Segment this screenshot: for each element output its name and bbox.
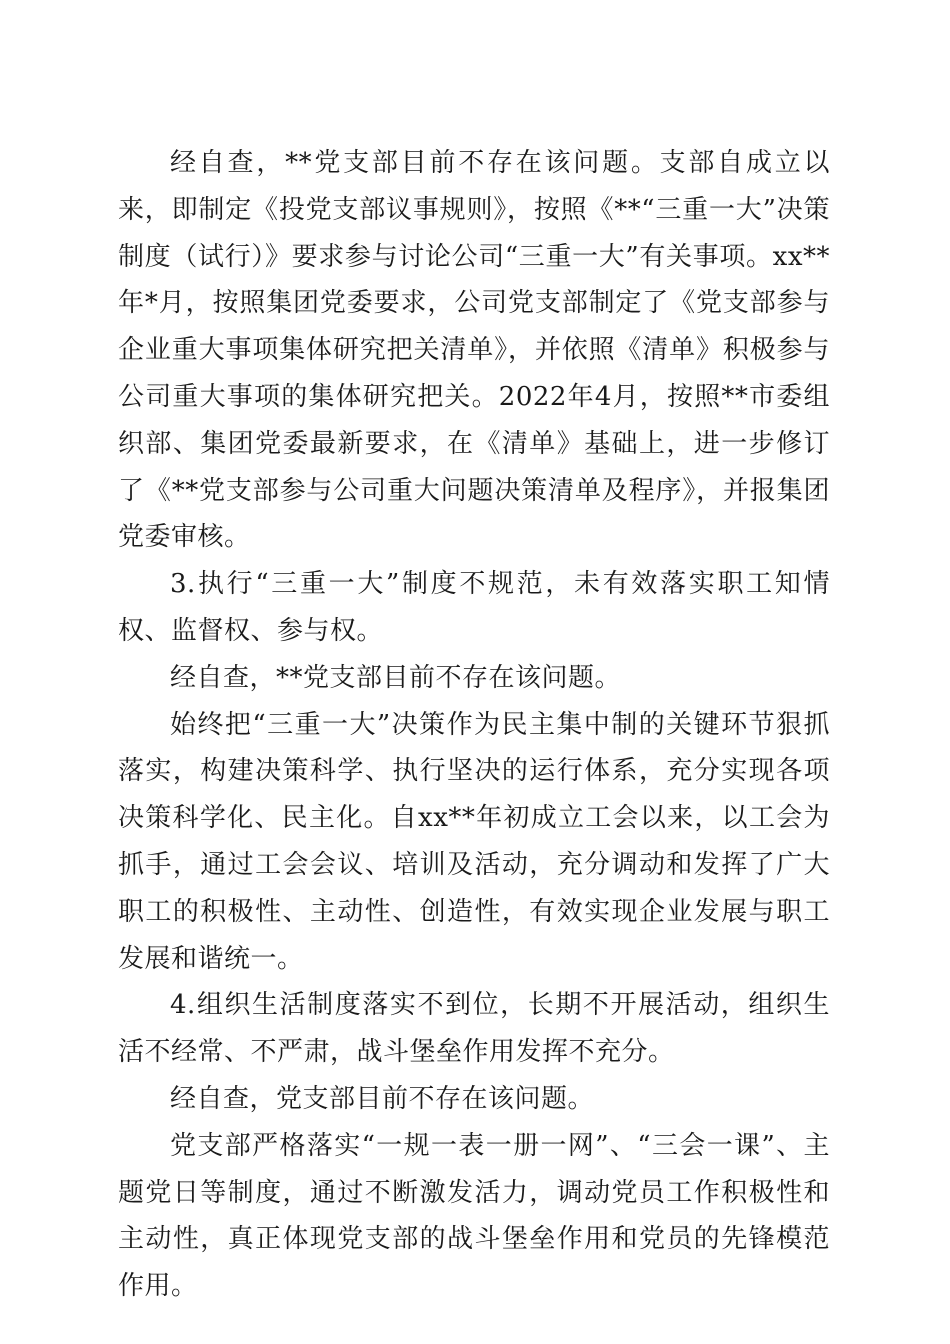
paragraph-issue-4-heading: 4.组织生活制度落实不到位，长期不开展活动，组织生活不经常、不严肃，战斗堡垒作用发挥不充分。: [118, 990, 830, 1068]
paragraph-issue-4-detail: 党支部严格落实“一规一表一册一网”、“三会一课”、主题党日等制度，通过不断激发活力，调动党员工作积极性和主动性，真正体现党支部的战斗堡垒作用和党员的先锋模范作用。: [118, 1130, 830, 1302]
paragraph-issue-3-self-check: 经自查，**党支部目前不存在该问题。: [170, 662, 622, 693]
paragraph-issue-3-detail: 始终把“三重一大”决策作为民主集中制的关键环节狠抓落实，构建决策科学、执行坚决的运行体系，充分实现各项决策科学化、民主化。自xx**年初成立工会以来，以工会为抓手，通过工会会议、培训及活动，充分调动和发挥了广大职工的积极性、主动性、创造性，有效实现企业发展与职工发展和谐统一。: [118, 709, 830, 974]
paragraph-issue-3-heading: 3.执行“三重一大”制度不规范，未有效落实职工知情权、监督权、参与权。: [118, 569, 830, 646]
document-body: [118, 140, 830, 1310]
paragraph-issue-4-self-check: 经自查，党支部目前不存在该问题。: [170, 1083, 595, 1114]
paragraph-self-check-decision-rules: 经自查，**党支部目前不存在该问题。支部自成立以来，即制定《投党支部议事规则》，按照《**“三重一大”决策制度（试行）》要求参与讨论公司“三重一大”有关事项。xx**年*月，按照集团党委要求，公司党支部制定了《党支部参与企业重大事项集体研究把关清单》，并依照《清单》积极参与公司重大事项的集体研究把关。2022年4月，按照**市委组织部、集团党委最新要求，在《清单》基础上，进一步修订了《**党支部参与公司重大问题决策清单及程序》，并报集团党委审核。: [118, 148, 830, 553]
